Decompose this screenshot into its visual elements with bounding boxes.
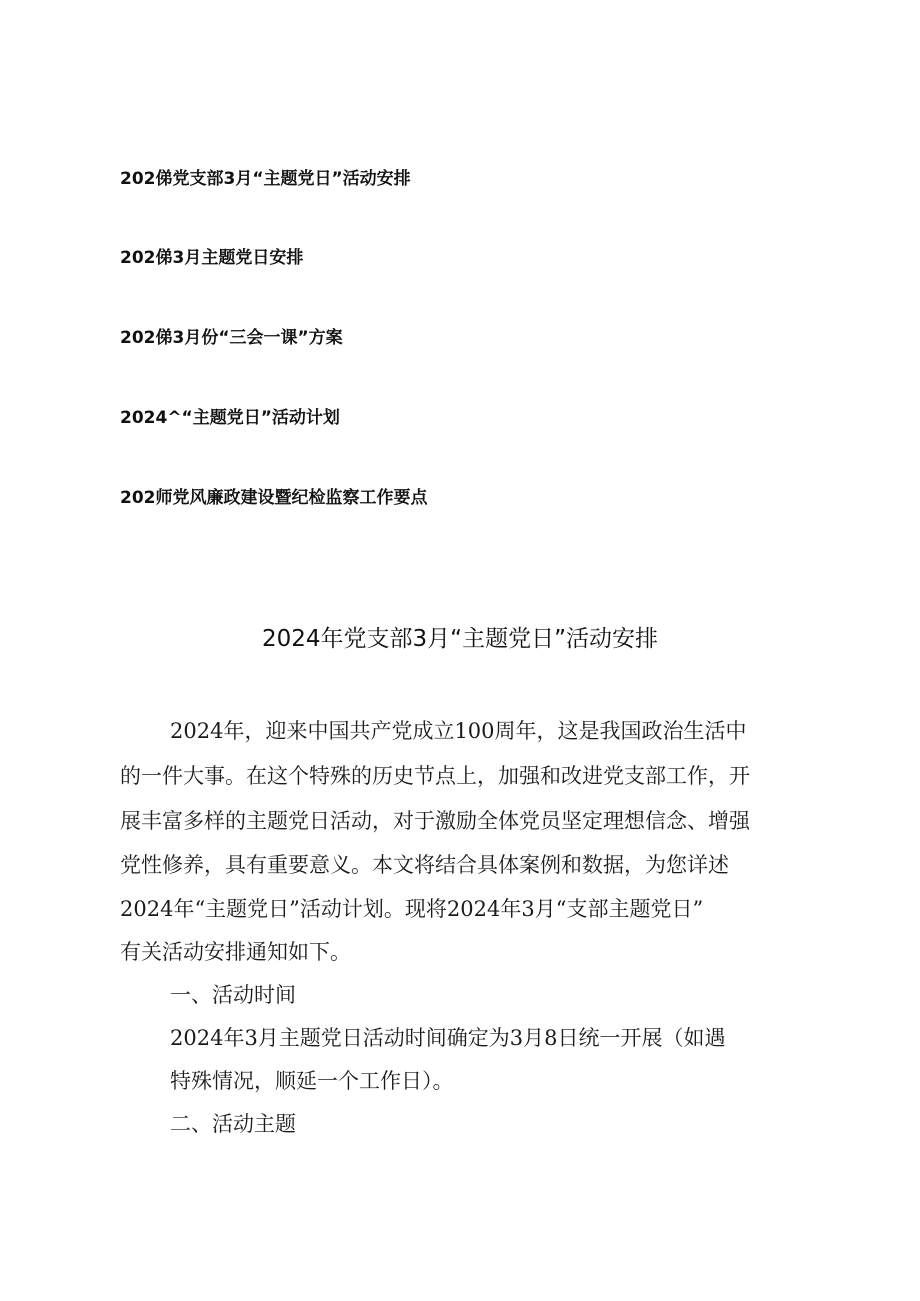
section-heading: 一、活动时间 [170,983,296,1007]
toc-item[interactable]: 202师党风廉政建设暨纪检监察工作要点 [120,488,428,508]
toc-item[interactable]: 202俤3月主题党日安排 [120,248,304,268]
paragraph-line: 党性修养，具有重要意义。本文将结合具体案例和数据，为您详述 [120,853,729,877]
section-heading: 二、活动主题 [170,1112,296,1136]
paragraph-line: 特殊情况，顺延一个工作日）。 [170,1069,454,1093]
toc-item[interactable]: 202俤党支部3月“主题党日”活动安排 [120,169,411,189]
document-title: 2024年党支部3月“主题党日”活动安排 [262,626,658,652]
paragraph-line: 2024年，迎来中国共产党成立100周年，这是我国政治生活中 [170,719,747,743]
paragraph-line: 2024年3月主题党日活动时间确定为3月8日统一开展（如遇 [170,1026,726,1050]
paragraph-line: 的一件大事。在这个特殊的历史节点上，加强和改进党支部工作，开 [120,764,750,788]
paragraph-line: 2024年“主题党日”活动计划。现将2024年3月“支部主题党日” [120,897,704,921]
paragraph-line: 有关活动安排通知如下。 [120,940,351,964]
paragraph-line: 展丰富多样的主题党日活动，对于激励全体党员坚定理想信念、增强 [120,809,750,833]
toc-item[interactable]: 202俤3月份“三会一课”方案 [120,328,343,348]
toc-item[interactable]: 2024^“主题党日”活动计划 [120,408,340,428]
